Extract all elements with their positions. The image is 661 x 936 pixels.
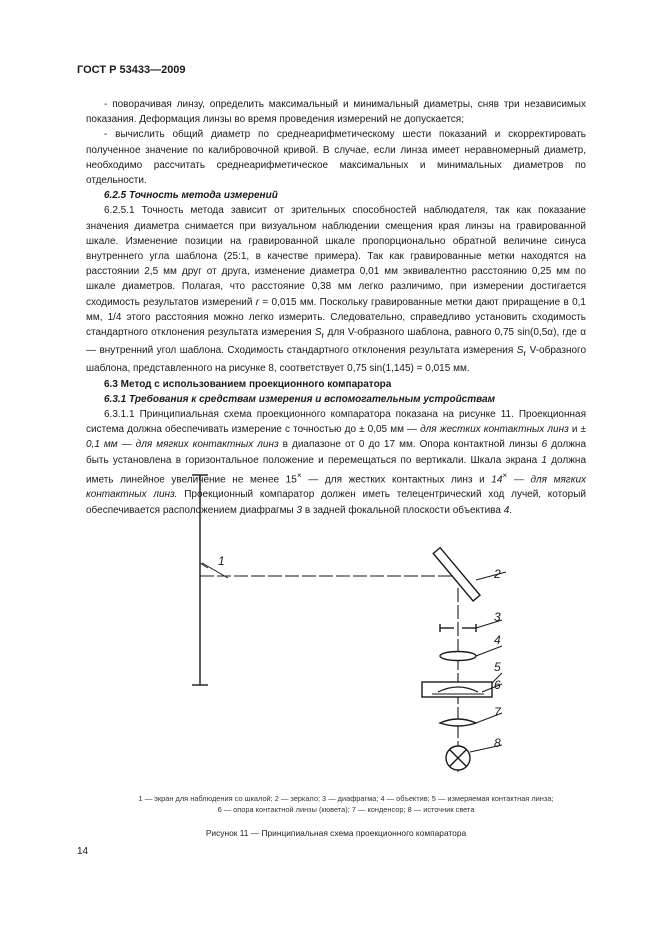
leader-2 [476, 572, 506, 580]
condenser-lens [440, 719, 476, 726]
lens-holder-cuvette [422, 682, 492, 697]
body-text [86, 97, 586, 518]
heading-6-2-5: 6.2.5 Точность метода измерений [104, 190, 278, 202]
mirror [433, 548, 480, 601]
label-1: 1 [218, 554, 225, 568]
paragraph-compute-diameter: - вычислить общий диаметр по среднеарифметическому шести показаний и скорректировать полученное значение по калибровочной кривой. В случае, если линза имеет неравномерный диаметр, необходимо рассчитать среднеарифметическое максимальных и минимальных диаметров по отдельности. [86, 129, 586, 187]
paragraph-6-3-1-1: 6.3.1.1 Принципиальная схема проекционного компаратора показана на рисунке 11. Проекционная система должна обеспечивать измерение с точностью до ± 0,05 мм — для жестких контактных линз и ± 0,1 мм — для мягких контактных линз в диапазоне от 0 до 17 мм. Опора контактной линзы 6 должна быть установлена в горизонтальное положение и перемещаться по вертикали. Шкала экрана 1 должна иметь линейное увеличение не менее 15× — для жестких контактных линз и 14× — для мягких контактных линз. Проекционный компаратор должен иметь телецентрический ход лучей, который обеспечивается расположением диафрагмы 3 в задней фокальной плоскости объектива 4. [86, 409, 587, 516]
figure-caption: Рисунок 11 — Принципиальная схема проекционного компаратора [205, 828, 467, 838]
label-2: 2 [494, 567, 501, 581]
projection-comparator-diagram [160, 470, 540, 785]
paragraph-6-2-5-1: 6.2.5.1 Точность метода зависит от зрительных способностей наблюдателя, так как показание значения диаметра снимается при визуальном наблюдении смещения края линзы на гравированной шкале. Изменение позиции на гравированной шкале пропорционально обратной величине синуса внутреннего угла шаблона (25:1, в качестве примера). Так как гравированные метки находятся на расстоянии 2,5 мм друг от друга, изменение диаметра 0,01 мм эквивалентно расстоянию 0,25 мм по шкале диаметров. Полагая, что расстояние 0,38 мм легко различимо, при измерении достигается сходимость результатов измерений r = 0,015 мм. Поскольку гравированные метки дают приращение в 0,1 мм, 1/4 этого расстояния можно легко измерить. Следовательно, справедливо установить сходимость стандартного отклонения результата измерения $S_r$ для V-образного шаблона, равного 0,75 sin(0,5α), где α — внутренний угол шаблона. Сходимость стандартного отклонения результата измерения $S_r$ V-образного шаблона, представленного на рисунке 8, соответствует 0,75 sin(1,145) = 0,015 мм. [86, 205, 587, 375]
label-5: 5 [494, 660, 501, 674]
figure-legend [96, 793, 596, 815]
legend-line-1: 1 — экран для наблюдения со шкалой; 2 — зеркало; 3 — диафрагма; 4 — объектив; 5 — измеряемая контактная линза; [138, 794, 554, 803]
page-number: 14 [77, 846, 89, 857]
label-8: 8 [494, 736, 501, 750]
heading-6-3-1: 6.3.1 Требования к средствам измерения и вспомогательным устройствам [104, 393, 496, 405]
label-6: 6 [494, 678, 501, 692]
heading-6-3: 6.3 Метод с использованием проекционного компаратора [104, 378, 392, 390]
legend-line-2: 6 — опора контактной линзы (кювета); 7 — конденсор; 8 — источник света [217, 805, 475, 814]
leader-4 [476, 646, 502, 656]
label-7: 7 [494, 705, 501, 719]
paragraph-rotate-lens: - поворачивая линзу, определить максимальный и минимальный диаметры, сняв три независимых показания. Деформация линзы во время проведения измерений не допускается; [86, 99, 586, 126]
document-header: ГОСТ Р 53433—2009 [77, 64, 186, 76]
objective-lens [440, 652, 476, 661]
label-4: 4 [494, 633, 501, 647]
label-3: 3 [494, 610, 501, 624]
